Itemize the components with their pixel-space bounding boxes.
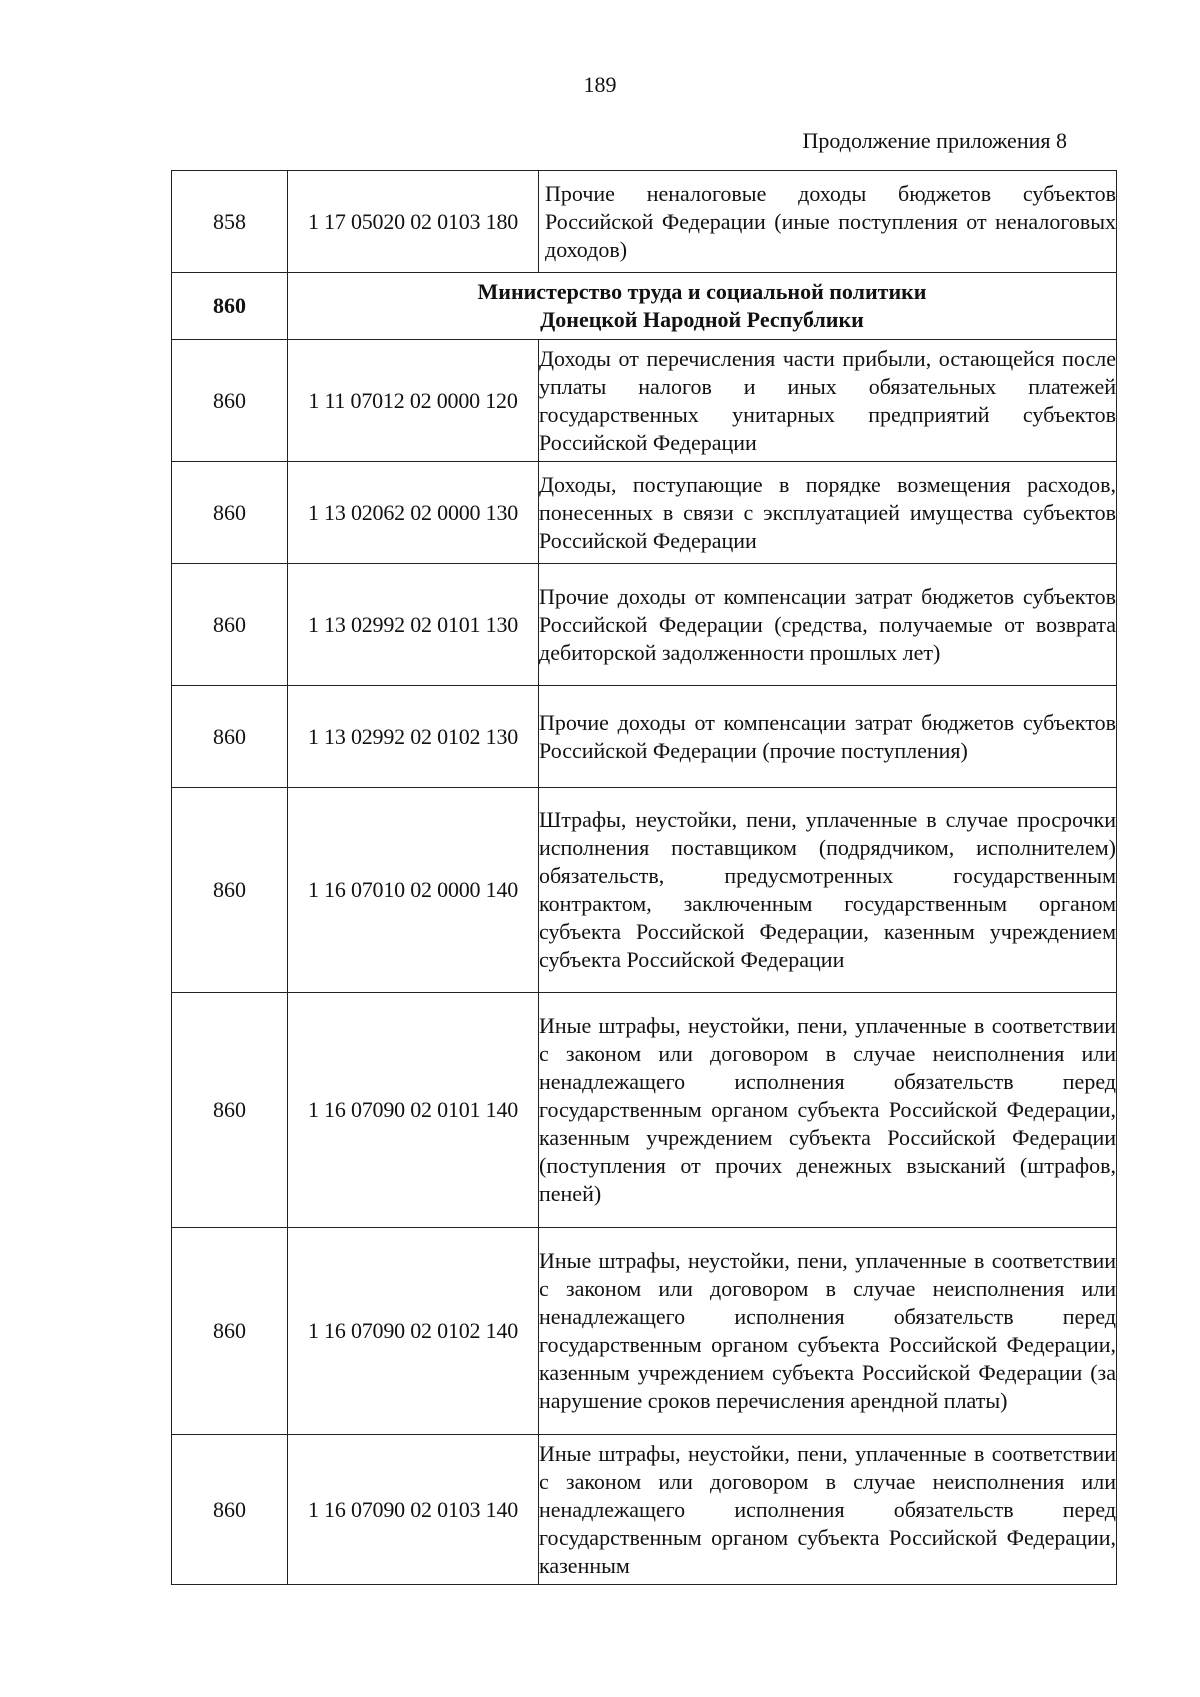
income-description-cell: Иные штрафы, неустойки, пени, уплаченные в соответствии с законом или договором в случае неисполнения или ненадлежащего исполнения обязательств перед государственным органом субъекта Российской Федерации, казенным bbox=[539, 1435, 1117, 1585]
income-description-cell: Штрафы, неустойки, пени, уплаченные в случае просрочки исполнения поставщиком (подрядчиком, исполнителем) обязательств, предусмотренных государственным контрактом, заключенным государственным органом субъекта Российской Федерации, казенным учреждением субъекта Российской Федерации bbox=[539, 788, 1117, 993]
table-row bbox=[172, 993, 1117, 1228]
income-description-cell: Доходы, поступающие в порядке возмещения расходов, понесенных в связи с эксплуатацией имущества субъектов Российской Федерации bbox=[539, 462, 1117, 564]
admin-code-cell: 860 bbox=[172, 273, 288, 340]
income-code-cell: 1 16 07010 02 0000 140 bbox=[288, 788, 539, 993]
table-row bbox=[172, 1435, 1117, 1585]
admin-code-cell: 860 bbox=[172, 340, 288, 462]
admin-code-cell: 858 bbox=[172, 171, 288, 273]
income-code-cell: 1 13 02992 02 0101 130 bbox=[288, 564, 539, 686]
income-code-cell: 1 13 02062 02 0000 130 bbox=[288, 462, 539, 564]
income-description-cell: Иные штрафы, неустойки, пени, уплаченные в соответствии с законом или договором в случае неисполнения или ненадлежащего исполнения обязательств перед государственным органом субъекта Российской Федерации, казенным учреждением субъекта Российской Федерации (за нарушение сроков перечисления арендной платы) bbox=[539, 1228, 1117, 1435]
income-code-cell: 1 16 07090 02 0101 140 bbox=[288, 993, 539, 1228]
admin-code-cell: 860 bbox=[172, 993, 288, 1228]
admin-code-cell: 860 bbox=[172, 1228, 288, 1435]
ministry-title-line: Министерство труда и социальной политики bbox=[477, 279, 927, 304]
admin-code-cell: 860 bbox=[172, 686, 288, 788]
page-number: 189 bbox=[583, 72, 617, 97]
table-row bbox=[172, 788, 1117, 993]
section-header-row bbox=[172, 273, 1117, 340]
table-row bbox=[172, 462, 1117, 564]
income-code-cell: 1 16 07090 02 0102 140 bbox=[288, 1228, 539, 1435]
income-description-cell: Иные штрафы, неустойки, пени, уплаченные в соответствии с законом или договором в случае неисполнения или ненадлежащего исполнения обязательств перед государственным органом субъекта Российской Федерации, казенным учреждением субъекта Российской Федерации (поступления от прочих денежных взысканий (штрафов, пеней) bbox=[539, 993, 1117, 1228]
table-row bbox=[172, 564, 1117, 686]
income-description-cell: Прочие неналоговые доходы бюджетов субъектов Российской Федерации (иные поступления от неналоговых доходов) bbox=[539, 171, 1117, 273]
table-row bbox=[172, 686, 1117, 788]
income-codes-table bbox=[171, 170, 1117, 1585]
income-description-cell: Доходы от перечисления части прибыли, остающейся после уплаты налогов и иных обязательных платежей государственных унитарных предприятий субъектов Российской Федерации bbox=[539, 340, 1117, 462]
table-row bbox=[172, 340, 1117, 462]
admin-code-cell: 860 bbox=[172, 564, 288, 686]
income-description-cell: Прочие доходы от компенсации затрат бюджетов субъектов Российской Федерации (прочие поступления) bbox=[539, 686, 1117, 788]
table-row bbox=[172, 1228, 1117, 1435]
ministry-title-cell bbox=[288, 273, 1117, 340]
table-row bbox=[172, 171, 1117, 273]
appendix-continuation-label: Продолжение приложения 8 bbox=[802, 128, 1067, 153]
income-description-cell: Прочие доходы от компенсации затрат бюджетов субъектов Российской Федерации (средства, получаемые от возврата дебиторской задолженности прошлых лет) bbox=[539, 564, 1117, 686]
admin-code-cell: 860 bbox=[172, 788, 288, 993]
admin-code-cell: 860 bbox=[172, 462, 288, 564]
income-code-cell: 1 13 02992 02 0102 130 bbox=[288, 686, 539, 788]
income-code-cell: 1 17 05020 02 0103 180 bbox=[288, 171, 539, 273]
ministry-title-line: Донецкой Народной Республики bbox=[540, 307, 864, 332]
admin-code-cell: 860 bbox=[172, 1435, 288, 1585]
income-code-cell: 1 16 07090 02 0103 140 bbox=[288, 1435, 539, 1585]
income-code-cell: 1 11 07012 02 0000 120 bbox=[288, 340, 539, 462]
